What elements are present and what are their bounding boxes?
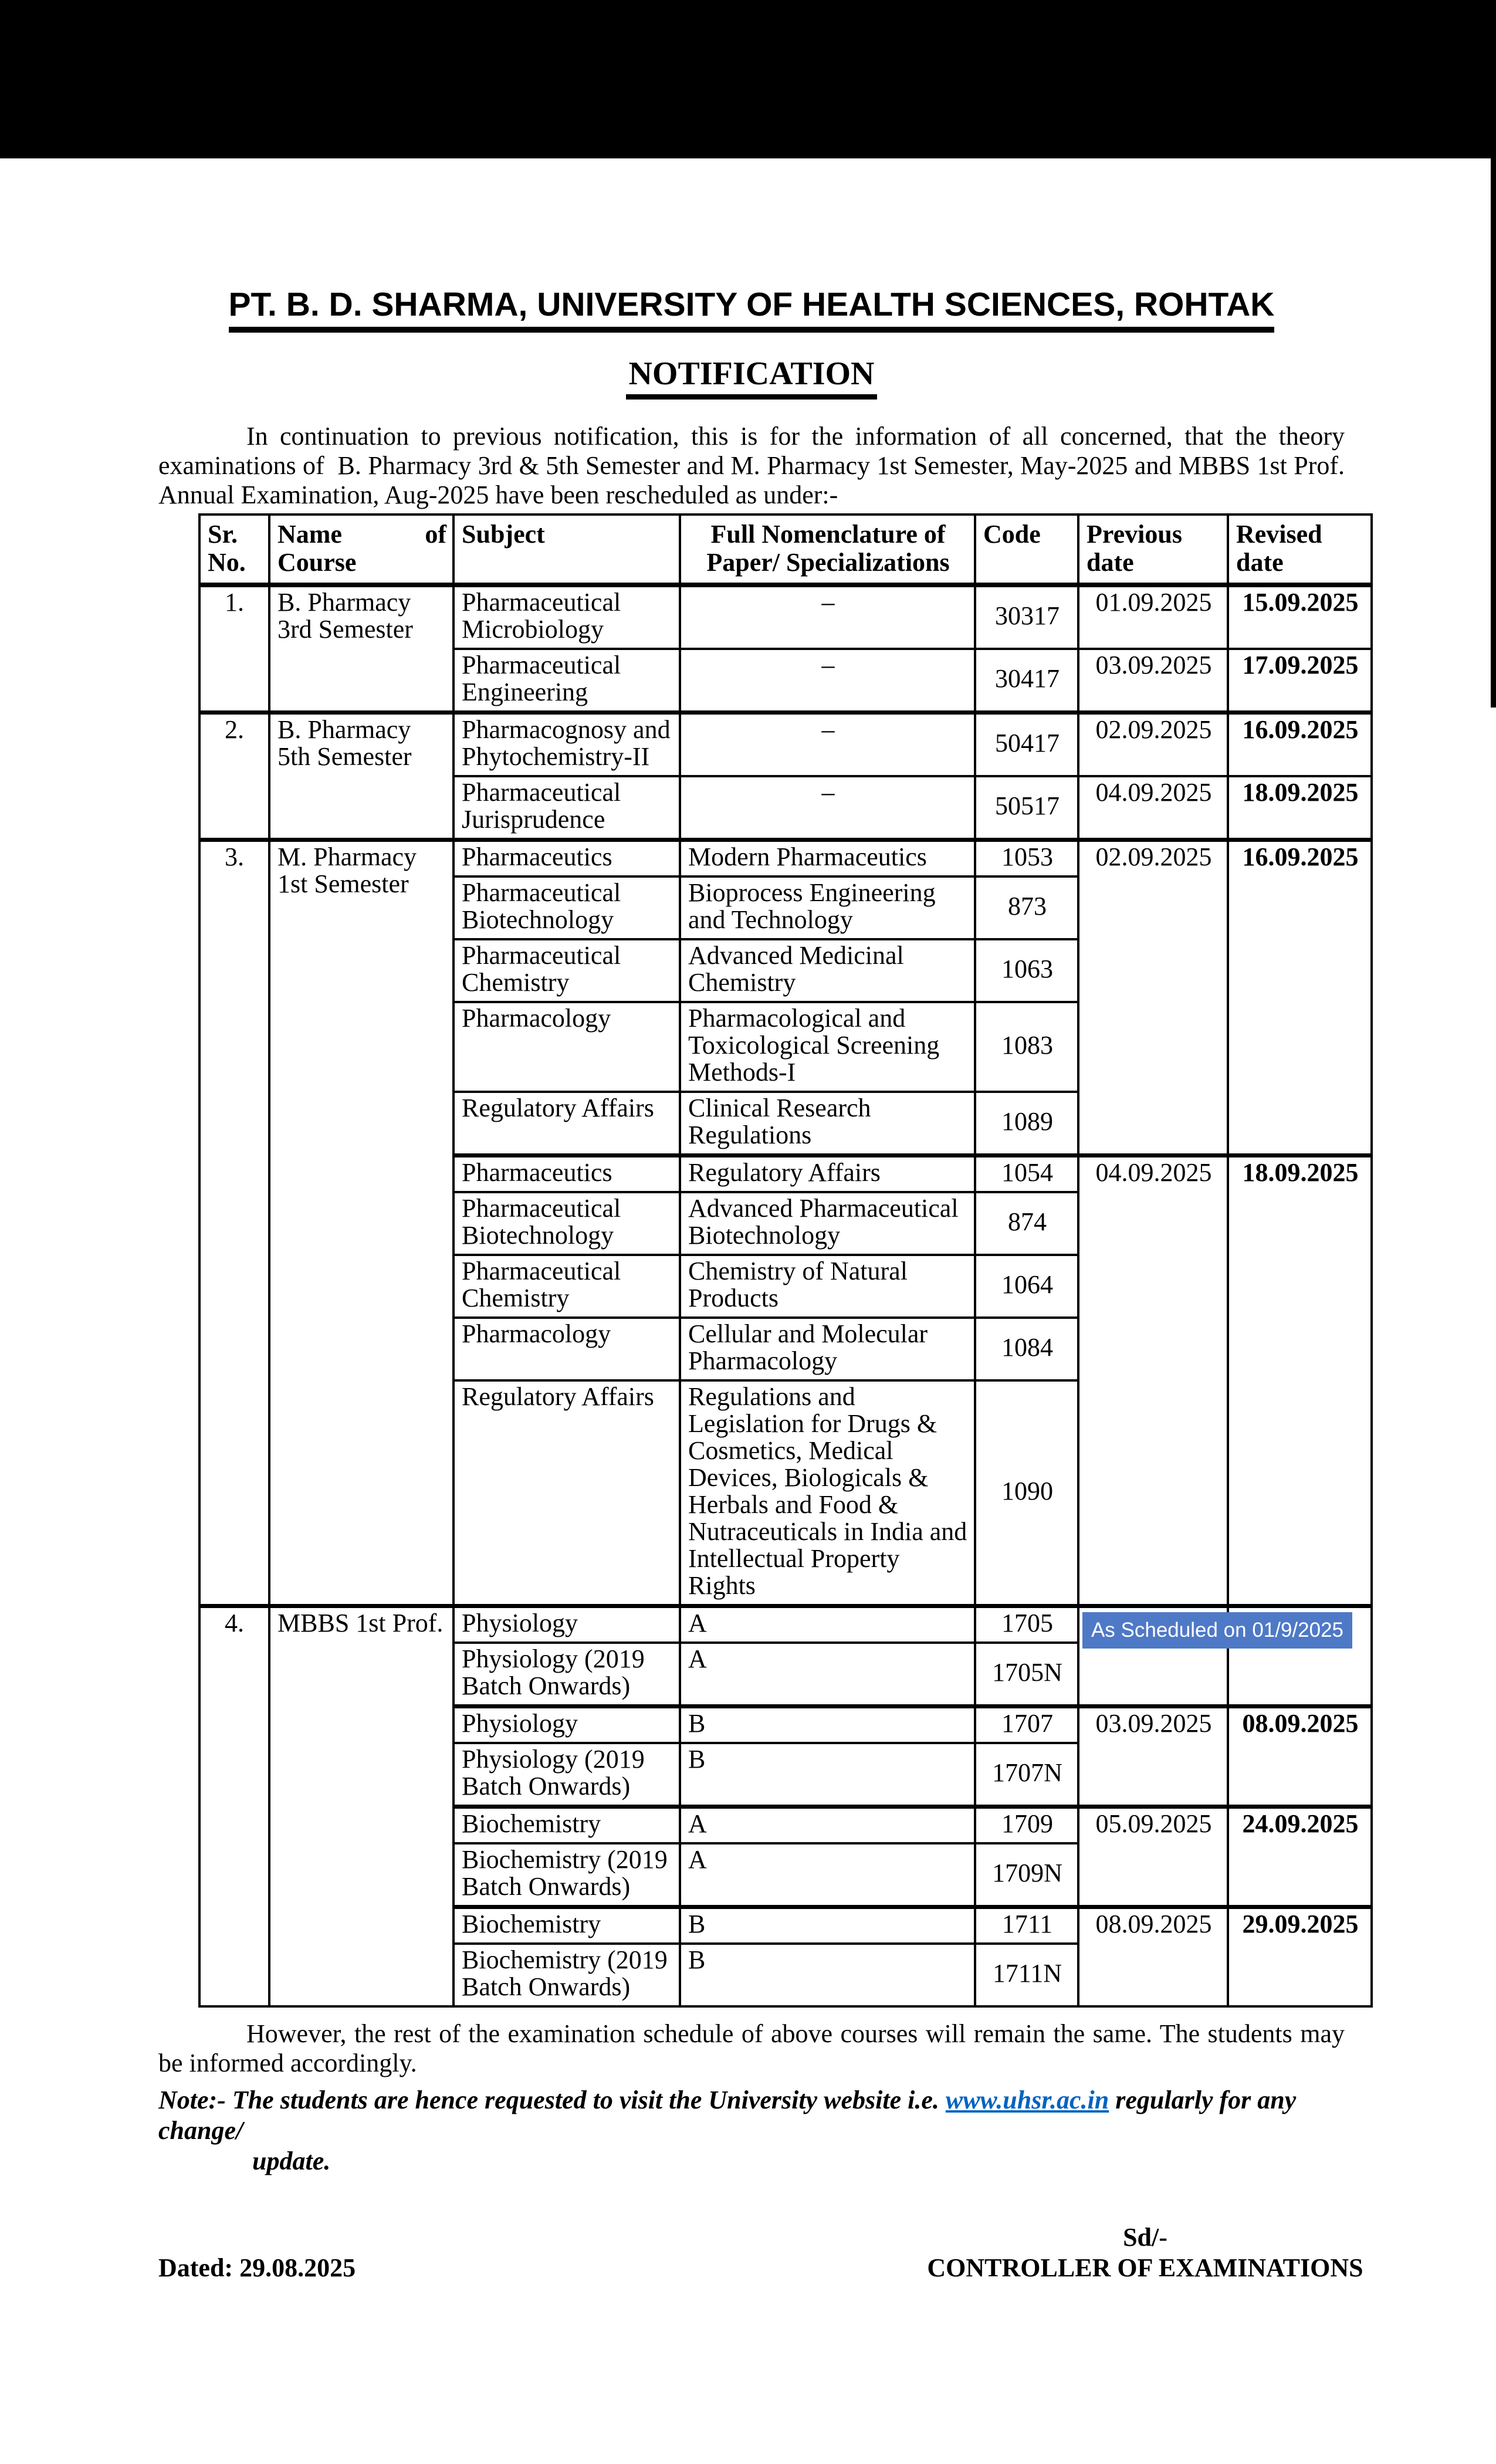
code-cell: 50517 bbox=[975, 776, 1078, 840]
document-content bbox=[158, 158, 1363, 2283]
code-cell: 873 bbox=[975, 876, 1078, 939]
sr-no-cell: 4. bbox=[199, 1606, 269, 2007]
subject-cell: Physiology (2019 Batch Onwards) bbox=[453, 1643, 680, 1707]
table-row bbox=[199, 713, 1372, 777]
code-cell: 30417 bbox=[975, 649, 1078, 713]
code-cell: 30317 bbox=[975, 585, 1078, 649]
nomenclature-cell: Clinical Research Regulations bbox=[680, 1092, 975, 1156]
code-cell: 1083 bbox=[975, 1002, 1078, 1092]
subject-cell: Pharmacology bbox=[453, 1002, 680, 1092]
nomenclature-cell: A bbox=[680, 1843, 975, 1907]
revised-date-cell: 18.09.2025 bbox=[1228, 776, 1372, 840]
revised-date-cell: 16.09.2025 bbox=[1228, 713, 1372, 777]
table-row bbox=[199, 585, 1372, 649]
col-header-previous-date: Previous date bbox=[1078, 515, 1228, 585]
controller-label: CONTROLLER OF EXAMINATIONS bbox=[927, 2253, 1363, 2283]
note-line2: update. bbox=[252, 2147, 331, 2176]
sd-label: Sd/- bbox=[1123, 2223, 1167, 2252]
revised-date-cell: 17.09.2025 bbox=[1228, 649, 1372, 713]
previous-date-cell: 03.09.2025 bbox=[1078, 649, 1228, 713]
nomenclature-cell: Regulatory Affairs bbox=[680, 1156, 975, 1193]
nomenclature-cell: B bbox=[680, 1944, 975, 2006]
code-cell: 1705N bbox=[975, 1643, 1078, 1707]
note-prefix: Note:- The students are hence requested to visit the University website i.e. bbox=[158, 2086, 946, 2115]
course-cell: B. Pharmacy 3rd Semester bbox=[269, 585, 453, 713]
reschedule-table bbox=[198, 513, 1373, 2008]
table-header-row bbox=[199, 515, 1372, 585]
revised-date-cell: 08.09.2025 bbox=[1228, 1707, 1372, 1807]
subject-cell: Biochemistry bbox=[453, 1807, 680, 1844]
nomenclature-cell: – bbox=[680, 713, 975, 777]
sr-no-cell: 1. bbox=[199, 585, 269, 713]
col-header-subject: Subject bbox=[453, 515, 680, 585]
nomenclature-cell: – bbox=[680, 776, 975, 840]
subject-cell: Regulatory Affairs bbox=[453, 1092, 680, 1156]
code-cell: 1711N bbox=[975, 1944, 1078, 2006]
subject-cell: Pharmaceutical Chemistry bbox=[453, 1255, 680, 1318]
subject-cell: Biochemistry (2019 Batch Onwards) bbox=[453, 1843, 680, 1907]
page-title: PT. B. D. SHARMA, UNIVERSITY OF HEALTH SCIENCES, ROHTAK bbox=[229, 286, 1275, 333]
code-cell: 1063 bbox=[975, 939, 1078, 1002]
subject-cell: Pharmaceutical Chemistry bbox=[453, 939, 680, 1002]
code-cell: 50417 bbox=[975, 713, 1078, 777]
nomenclature-cell: Cellular and Molecular Pharmacology bbox=[680, 1318, 975, 1380]
nomenclature-cell: Chemistry of Natural Products bbox=[680, 1255, 975, 1318]
subject-cell: Physiology bbox=[453, 1606, 680, 1643]
as-scheduled-badge: As Scheduled on 01/9/2025 bbox=[1082, 1612, 1352, 1649]
previous-date-cell: 04.09.2025 bbox=[1078, 1156, 1228, 1606]
revised-date-cell: 24.09.2025 bbox=[1228, 1807, 1372, 1907]
nomenclature-cell: A bbox=[680, 1606, 975, 1643]
previous-date-cell: 05.09.2025 bbox=[1078, 1807, 1228, 1907]
col-header-sr-no: Sr. No. bbox=[199, 515, 269, 585]
code-cell: 1707N bbox=[975, 1743, 1078, 1807]
col-header-revised-date: Revised date bbox=[1228, 515, 1372, 585]
subject-cell: Pharmaceutical Jurisprudence bbox=[453, 776, 680, 840]
previous-date-cell: 08.09.2025 bbox=[1078, 1907, 1228, 2007]
nomenclature-cell: – bbox=[680, 649, 975, 713]
col-header-nomenclature: Full Nomenclature of Paper/ Specializations bbox=[680, 515, 975, 585]
code-cell: 1709 bbox=[975, 1807, 1078, 1844]
previous-date-cell: 02.09.2025 bbox=[1078, 713, 1228, 777]
subject-cell: Pharmaceutical Biotechnology bbox=[453, 876, 680, 939]
code-cell: 1709N bbox=[975, 1843, 1078, 1907]
nomenclature-cell: Bioprocess Engineering and Technology bbox=[680, 876, 975, 939]
nomenclature-cell: Modern Pharmaceutics bbox=[680, 840, 975, 877]
subject-cell: Physiology (2019 Batch Onwards) bbox=[453, 1743, 680, 1807]
nomenclature-cell: B bbox=[680, 1907, 975, 1944]
table-row bbox=[199, 840, 1372, 877]
nomenclature-cell: B bbox=[680, 1743, 975, 1807]
subject-cell: Regulatory Affairs bbox=[453, 1380, 680, 1606]
nomenclature-cell: – bbox=[680, 585, 975, 649]
signature-row bbox=[158, 2222, 1363, 2283]
subject-cell: Pharmacology bbox=[453, 1318, 680, 1380]
sr-no-cell: 2. bbox=[199, 713, 269, 840]
intro-paragraph: In continuation to previous notification, this is for the information of all concerned, that the theory examinations of B. Pharmacy 3rd & 5th Semester and M. Pharmacy 1st Semester, May-2025 and MBBS 1st Prof. Annual Examination, Aug-2025 have been rescheduled as under:- bbox=[158, 422, 1351, 510]
note-suffix: regularly for any change/ bbox=[158, 2086, 1297, 2145]
course-cell: M. Pharmacy 1st Semester bbox=[269, 840, 453, 1606]
table-row bbox=[199, 1606, 1372, 1643]
notification-heading: NOTIFICATION bbox=[626, 356, 876, 400]
previous-date-cell: 01.09.2025 bbox=[1078, 585, 1228, 649]
subject-cell: Pharmaceutical Microbiology bbox=[453, 585, 680, 649]
previous-date-cell: 03.09.2025 bbox=[1078, 1707, 1228, 1807]
code-cell: 1064 bbox=[975, 1255, 1078, 1318]
previous-date-cell: 02.09.2025 bbox=[1078, 840, 1228, 1156]
revised-date-cell: 18.09.2025 bbox=[1228, 1156, 1372, 1606]
revised-date-cell: 15.09.2025 bbox=[1228, 585, 1372, 649]
previous-date-cell: 04.09.2025 bbox=[1078, 776, 1228, 840]
code-cell: 1089 bbox=[975, 1092, 1078, 1156]
subject-cell: Biochemistry (2019 Batch Onwards) bbox=[453, 1944, 680, 2006]
code-cell: 1705 bbox=[975, 1606, 1078, 1643]
closing-paragraph: However, the rest of the examination schedule of above courses will remain the same. The students may be informed accordingly. bbox=[158, 2019, 1345, 2078]
code-cell: 1090 bbox=[975, 1380, 1078, 1606]
nomenclature-cell: A bbox=[680, 1807, 975, 1844]
subject-cell: Pharmaceutics bbox=[453, 1156, 680, 1193]
subject-cell: Pharmaceutical Engineering bbox=[453, 649, 680, 713]
subject-cell: Pharmaceutical Biotechnology bbox=[453, 1192, 680, 1255]
code-cell: 1084 bbox=[975, 1318, 1078, 1380]
code-cell: 1054 bbox=[975, 1156, 1078, 1193]
nomenclature-cell: Regulations and Legislation for Drugs & Cosmetics, Medical Devices, Biologicals & Herbals and Food & Nutraceuticals in India and Intellectual Property Rights bbox=[680, 1380, 975, 1606]
nomenclature-cell: B bbox=[680, 1707, 975, 1744]
code-cell: 1711 bbox=[975, 1907, 1078, 1944]
code-cell: 1053 bbox=[975, 840, 1078, 877]
course-cell: B. Pharmacy 5th Semester bbox=[269, 713, 453, 840]
nomenclature-cell: A bbox=[680, 1643, 975, 1707]
revised-date-cell: 16.09.2025 bbox=[1228, 840, 1372, 1156]
subject-cell: Biochemistry bbox=[453, 1907, 680, 1944]
subject-cell: Pharmacognosy and Phytochemistry-II bbox=[453, 713, 680, 777]
nomenclature-cell: Advanced Pharmaceutical Biotechnology bbox=[680, 1192, 975, 1255]
nomenclature-cell: Pharmacological and Toxicological Screening Methods-I bbox=[680, 1002, 975, 1092]
revised-date-cell: 29.09.2025 bbox=[1228, 1907, 1372, 2007]
subject-cell: Pharmaceutics bbox=[453, 840, 680, 877]
previous-date-cell bbox=[1078, 1606, 1344, 1707]
dated-label: Dated: 29.08.2025 bbox=[158, 2253, 356, 2283]
university-website-link[interactable]: www.uhsr.ac.in bbox=[945, 2086, 1109, 2115]
code-cell: 1707 bbox=[975, 1707, 1078, 1744]
sr-no-cell: 3. bbox=[199, 840, 269, 1606]
signature-block bbox=[922, 2222, 1368, 2283]
subject-cell: Physiology bbox=[453, 1707, 680, 1744]
scan-edge-artifact bbox=[1491, 0, 1496, 708]
col-header-course: Name of Course bbox=[269, 515, 453, 585]
code-cell: 874 bbox=[975, 1192, 1078, 1255]
col-header-code: Code bbox=[975, 515, 1078, 585]
scanner-black-bar bbox=[0, 0, 1496, 158]
note-paragraph bbox=[158, 2085, 1345, 2177]
nomenclature-cell: Advanced Medicinal Chemistry bbox=[680, 939, 975, 1002]
schedule-table-body bbox=[199, 585, 1372, 2006]
course-cell: MBBS 1st Prof. bbox=[269, 1606, 453, 2007]
